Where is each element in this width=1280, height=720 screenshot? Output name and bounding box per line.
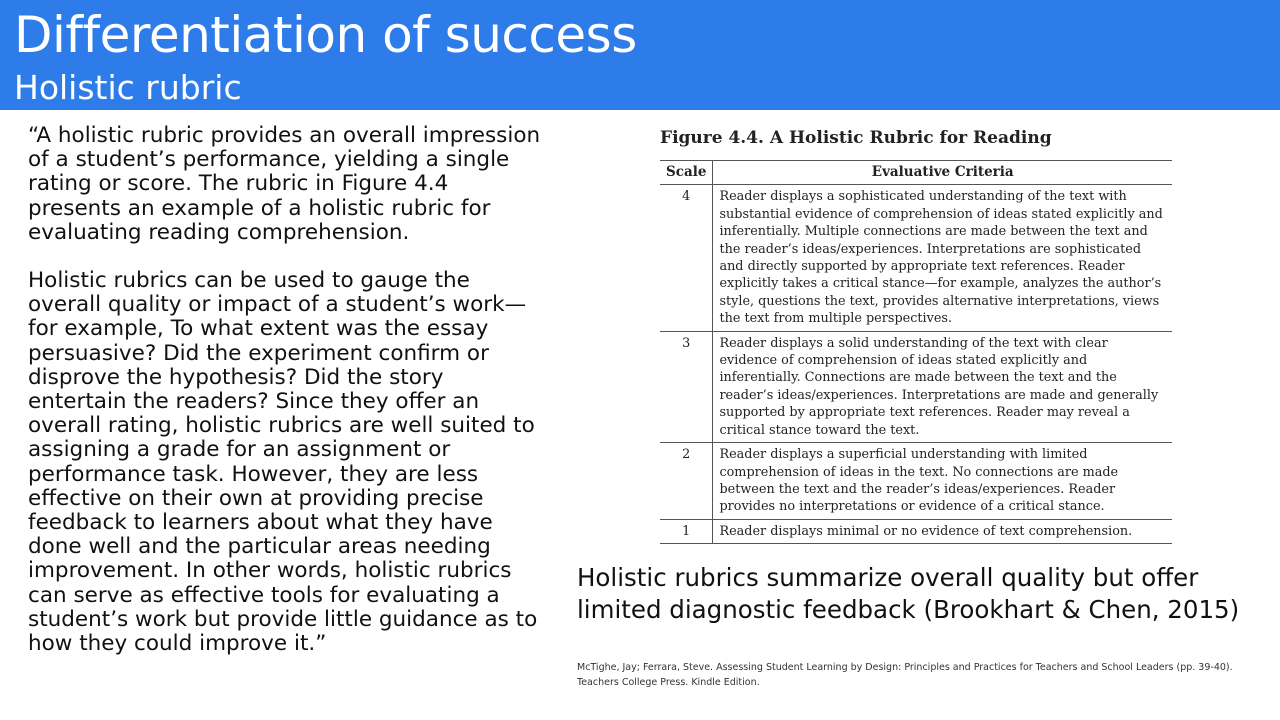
rubric-table	[660, 160, 1172, 544]
criteria-cell: Reader displays a sophisticated understanding of the text with substantial evidence of comprehension of ideas stated explicitly and inferentially. Multiple connections are made between the text and the reader’s ideas/experiences. Interpretations are sophisticated and directly supported by appropriate text references. Reader explicitly takes a critical stance—for example, analyzes the author’s style, questions the text, provides alternative interpretations, views the text from multiple perspectives.	[713, 185, 1172, 331]
criteria-column-header: Evaluative Criteria	[713, 161, 1172, 185]
rubric-header-row	[660, 161, 1172, 185]
scale-column-header: Scale	[660, 161, 713, 185]
slide-header	[0, 0, 1280, 110]
scale-cell: 2	[660, 443, 713, 520]
slide-title: Differentiation of success	[14, 6, 637, 64]
figure-title: Figure 4.4. A Holistic Rubric for Reading	[660, 128, 1052, 148]
scale-cell: 4	[660, 185, 713, 331]
table-row	[660, 331, 1172, 442]
quote-paragraph-1: “A holistic rubric provides an overall impression of a student’s performance, yielding a single rating or score. The rubric in Figure 4.4 presents an example of a holistic rubric for evaluating reading comprehension.	[28, 123, 541, 245]
citation-text: McTighe, Jay; Ferrara, Steve. Assessing Student Learning by Design: Principles and Practices for Teachers and School Leaders (pp. 39-40). Teachers College Press. Kindle Edition.	[577, 662, 1233, 688]
summary-text: Holistic rubrics summarize overall quality but offer limited diagnostic feedback (Brookhart & Chen, 2015)	[577, 563, 1240, 624]
table-row	[660, 185, 1172, 331]
rubric-figure	[660, 126, 1172, 544]
scale-cell: 3	[660, 331, 713, 442]
table-row	[660, 443, 1172, 520]
table-row	[660, 519, 1172, 543]
criteria-cell: Reader displays minimal or no evidence of text comprehension.	[713, 519, 1172, 543]
criteria-cell: Reader displays a solid understanding of the text with clear evidence of comprehension of ideas stated explicitly and inferentially. Connections are made between the text and the reader’s ideas/experiences. Interpretations are made and generally supported by appropriate text references. Reader may reveal a critical stance toward the text.	[713, 331, 1172, 442]
quote-text	[28, 124, 548, 656]
scale-cell: 1	[660, 519, 713, 543]
criteria-cell: Reader displays a superficial understanding with limited comprehension of ideas in the text. No connections are made between the text and the reader’s ideas/experiences. Reader provides no interpretations or evidence of a critical stance.	[713, 443, 1172, 520]
slide-subtitle: Holistic rubric	[14, 68, 242, 107]
quote-paragraph-2: Holistic rubrics can be used to gauge the overall quality or impact of a student’s work—for example, To what extent was the essay persuasive? Did the experiment confirm or disprove the hypothesis? Did the story entertain the readers? Since they offer an overall rating, holistic rubrics are well suited to assigning a grade for an assignment or performance task. However, they are less effective on their own at providing precise feedback to learners about what they have done well and the particular areas needing improvement. In other words, holistic rubrics can serve as effective tools for evaluating a student’s work but provide little guidance as to how they could improve it.”	[28, 268, 538, 657]
